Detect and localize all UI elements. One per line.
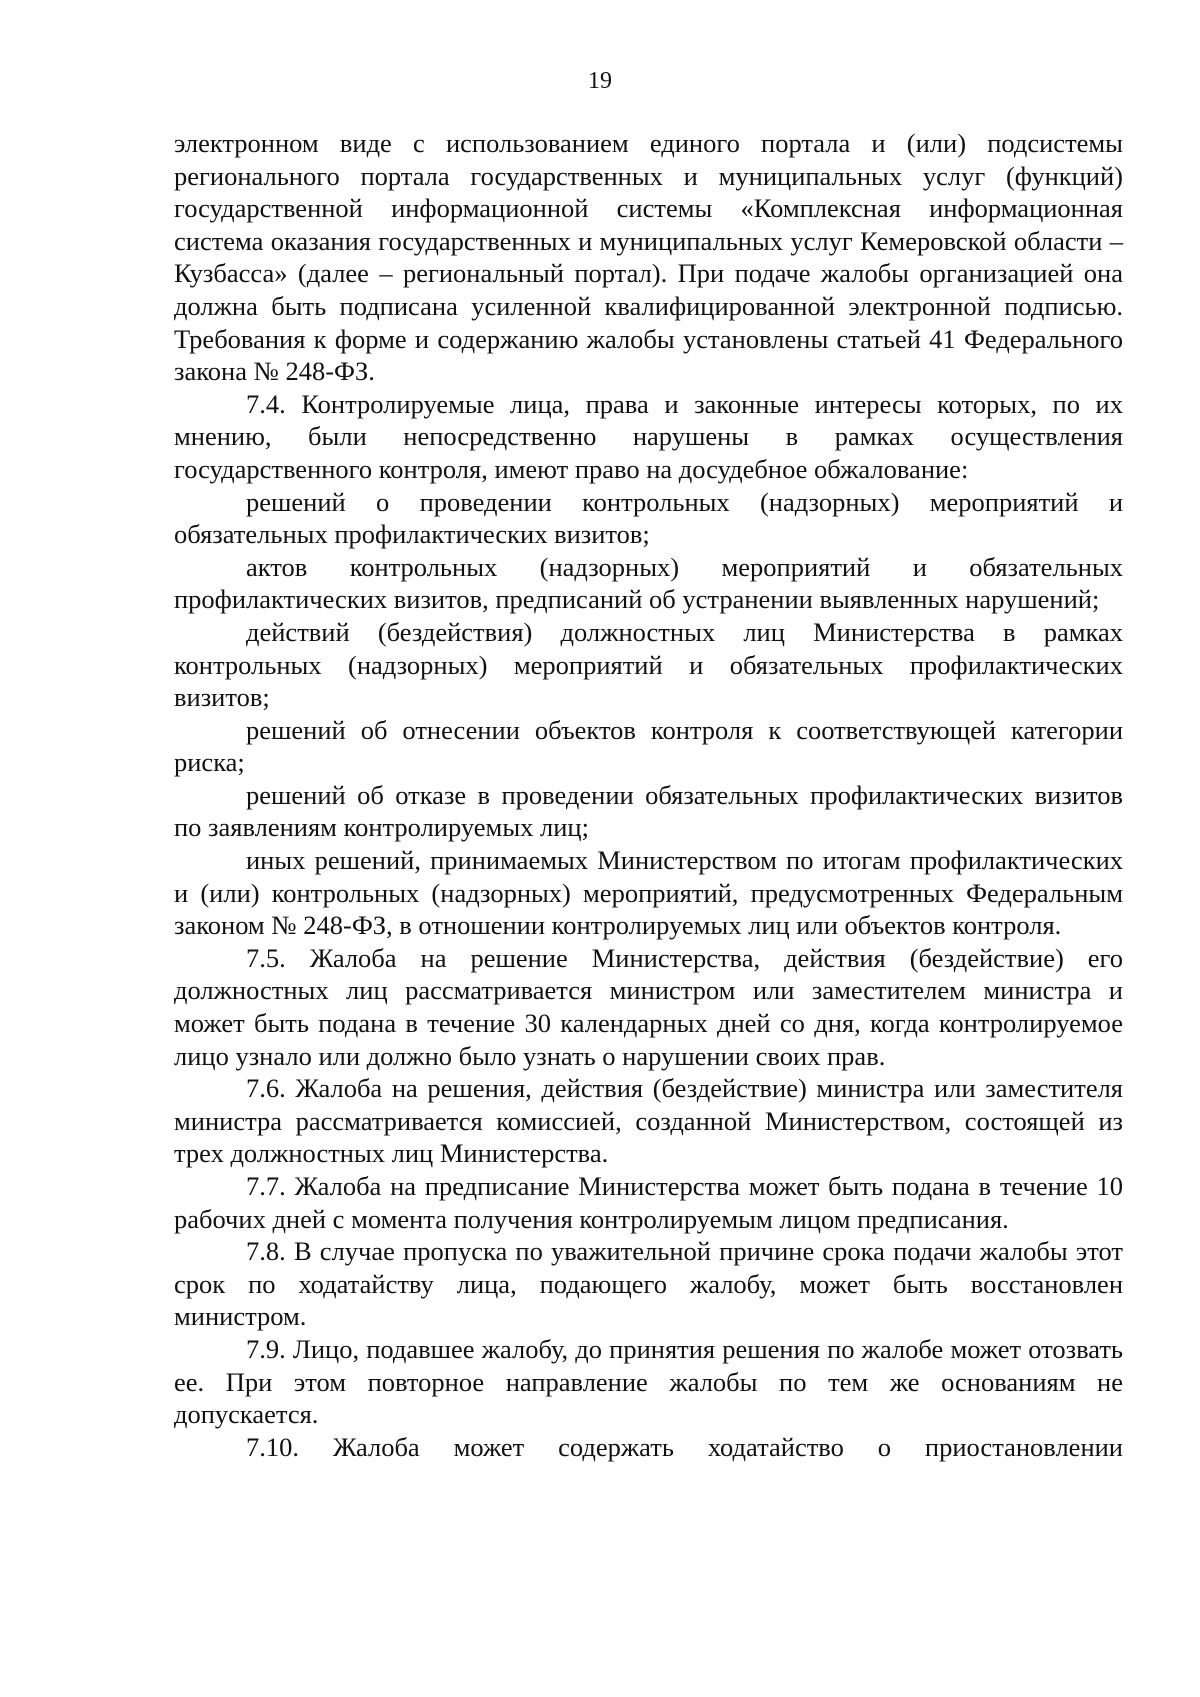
list-item-acts: актов контрольных (надзорных) мероприятий и обязательных профилактических визитов, предписаний об устранении выявленных нарушений; <box>174 551 1123 615</box>
paragraph-continuation: электронном виде с использованием единого портала и (или) подсистемы регионального портала государственных и муниципальных услуг (функций) государственной информационной системы «Комплексная информационная система оказания государственных и муниципальных услуг Кемеровской области – Кузбасса» (далее – региональный портал). При подаче жалобы организацией она должна быть подписана усиленной квалифицированной электронной подписью. Требования к форме и содержанию жалобы установлены статьей 41 Федерального закона № 248-ФЗ. <box>174 128 1123 387</box>
paragraph-7-8: 7.8. В случае пропуска по уважительной причине срока подачи жалобы этот срок по ходатайству лица, подающего жалобу, может быть восстановлен министром. <box>174 1236 1123 1332</box>
page-number: 19 <box>588 68 612 94</box>
list-item-refusal-visits: решений об отказе в проведении обязательных профилактических визитов по заявлениям контролируемых лиц; <box>174 779 1123 843</box>
list-item-actions-officials: действий (бездействия) должностных лиц Министерства в рамках контрольных (надзорных) мероприятий и обязательных профилактических визитов; <box>174 616 1123 713</box>
list-item-other-decisions: иных решений, принимаемых Министерством по итогам профилактических и (или) контрольных (надзорных) мероприятий, предусмотренных Федеральным законом № 248-ФЗ, в отношении контролируемых лиц или объектов контроля. <box>174 845 1123 941</box>
paragraph-7-4: 7.4. Контролируемые лица, права и законные интересы которых, по их мнению, были непосредственно нарушены в рамках осуществления государственного контроля, имеют право на досудебное обжалование: <box>174 388 1123 484</box>
paragraph-7-7: 7.7. Жалоба на предписание Министерства может быть подана в течение 10 рабочих дней с момента получения контролируемым лицом предписания. <box>174 1171 1123 1234</box>
paragraph-7-9: 7.9. Лицо, подавшее жалобу, до принятия решения по жалобе может отозвать ее. При этом повторное направление жалобы по тем же основаниям не допускается. <box>174 1333 1123 1430</box>
paragraph-7-5: 7.5. Жалоба на решение Министерства, действия (бездействие) его должностных лиц рассматривается министром или заместителем министра и может быть подана в течение 30 календарных дней со дня, когда контролируемое лицо узнало или должно было узнать о нарушении своих прав. <box>174 942 1123 1071</box>
list-item-decisions-measures: решений о проведении контрольных (надзорных) мероприятий и обязательных профилактических визитов; <box>174 486 1123 550</box>
document-body <box>174 127 1123 1463</box>
paragraph-7-10: 7.10. Жалоба может содержать ходатайство о приостановлении <box>246 1431 1123 1462</box>
paragraph-7-6: 7.6. Жалоба на решения, действия (бездействие) министра или заместителя министра рассматривается комиссией, созданной Министерством, состоящей из трех должностных лиц Министерства. <box>174 1073 1123 1169</box>
list-item-risk-category: решений об отнесении объектов контроля к соответствующей категории риска; <box>174 714 1123 778</box>
